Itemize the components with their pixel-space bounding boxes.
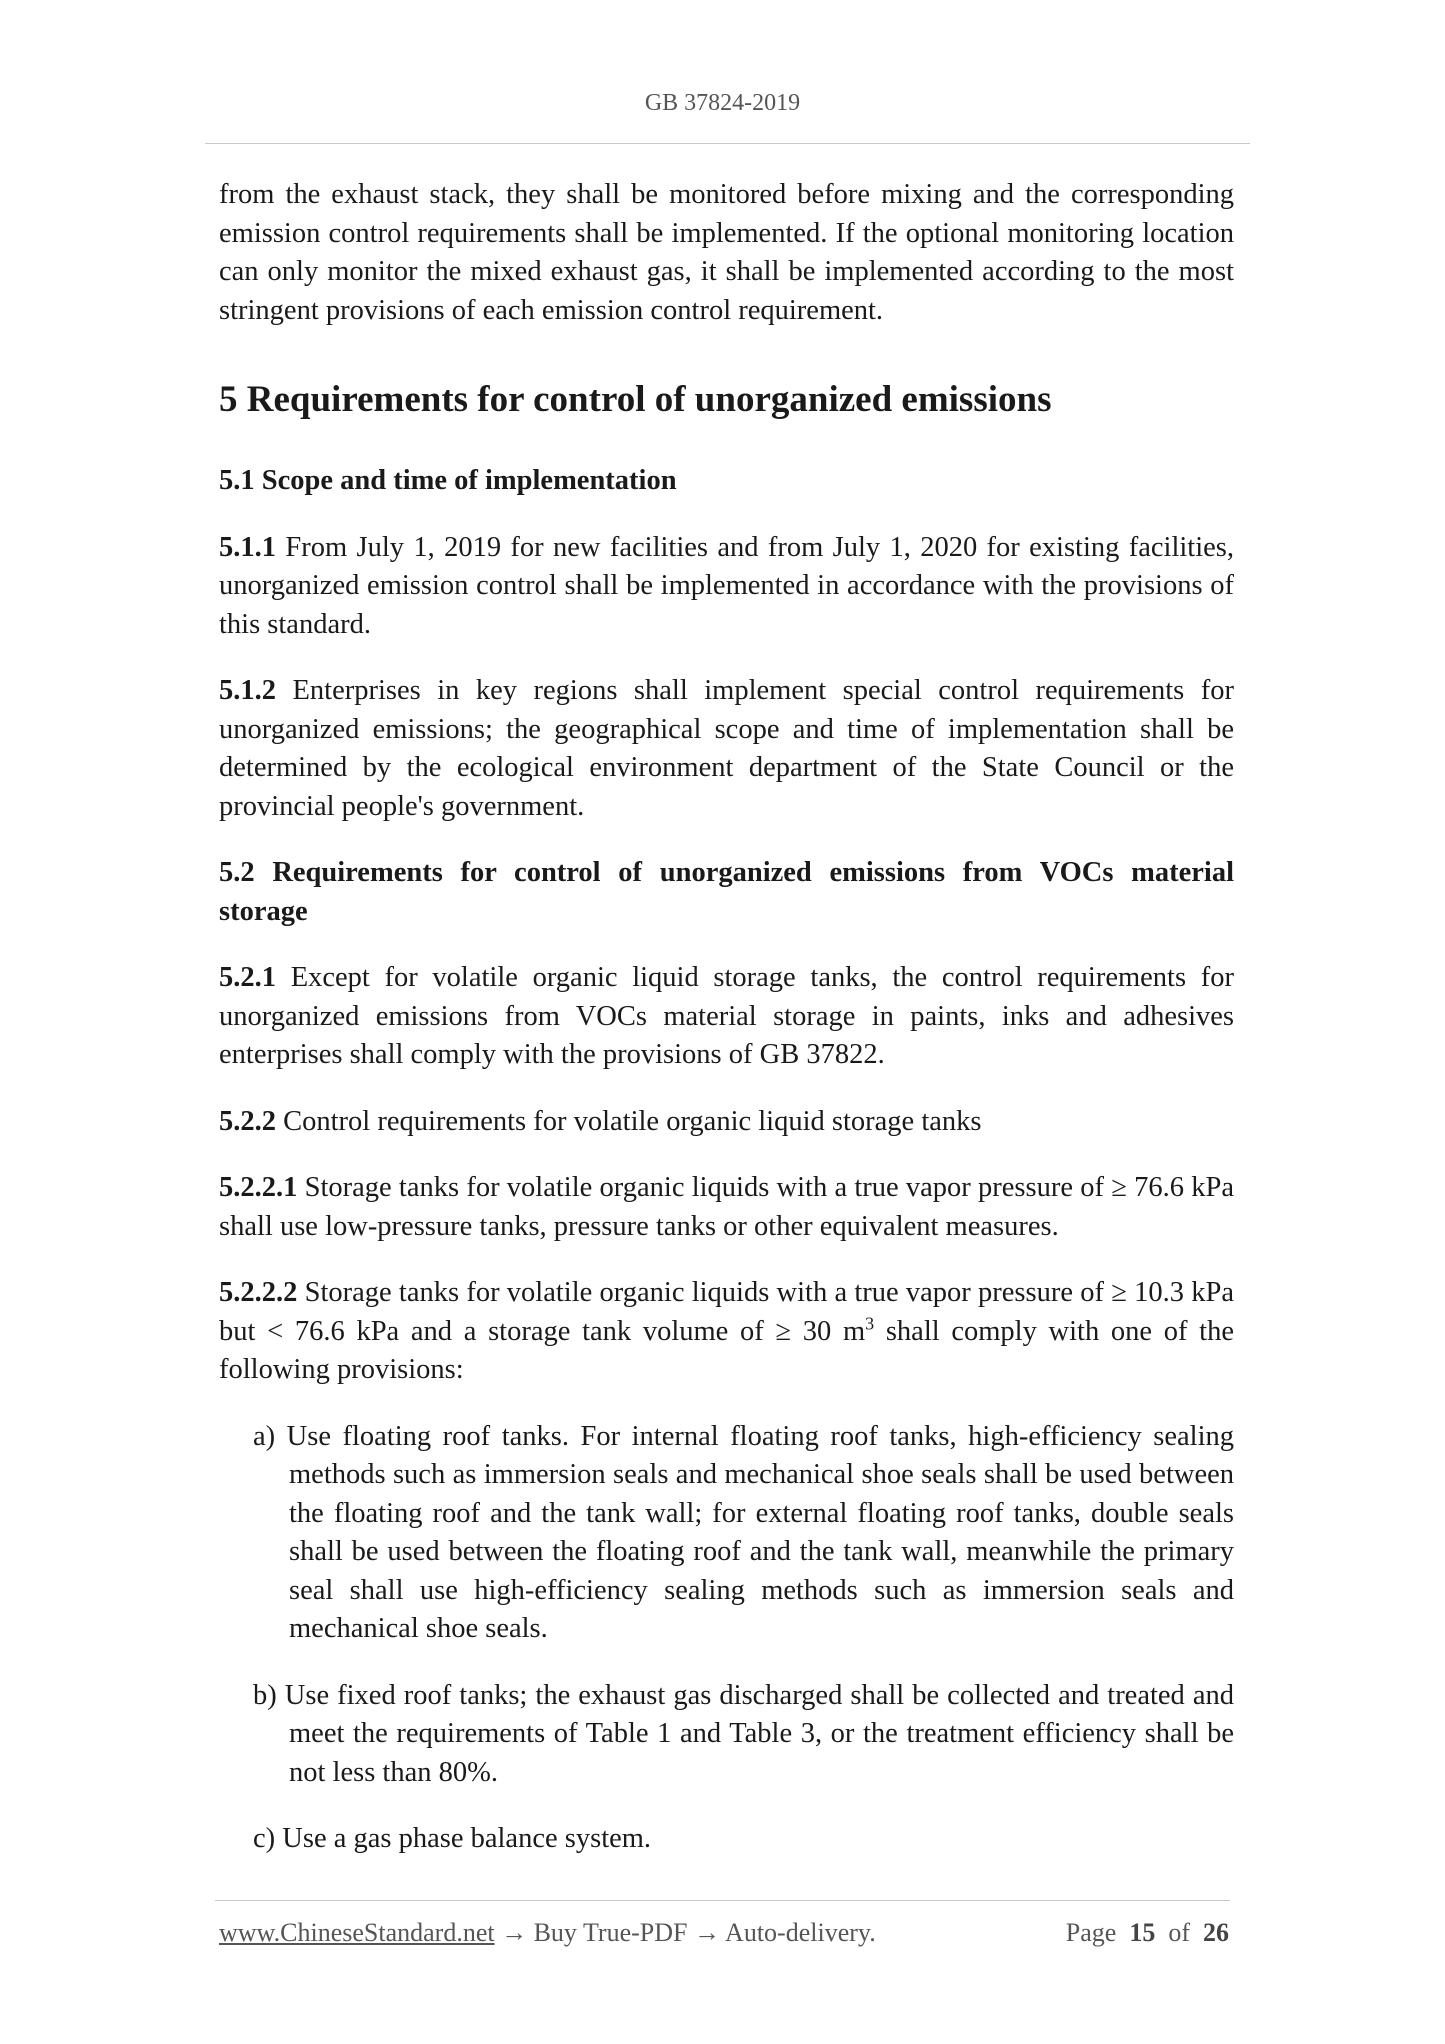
list-item-a: a) Use floating roof tanks. For internal floating roof tanks, high-efficiency sealing methods such as immersion seals and mechanical shoe seals shall be used between the floating roof and the tank wall; for external floating roof tanks, double seals shall be used between the floating roof and the tank wall, meanwhile the primary seal shall use high-efficiency sealing methods such as immersion seals and mechanical shoe seals. — [253, 1420, 1234, 1644]
clause-number: 5.2.2 — [219, 1105, 276, 1137]
clause-text: Enterprises in key regions shall implement special control requirements for unorganized emissions; the geographical scope and time of implementation shall be determined by the ecological environment department of the State Council or the provincial people's government. — [219, 675, 1234, 822]
page-indicator — [1066, 1918, 1229, 1948]
footer-promo — [219, 1918, 876, 1948]
clause-number: 5.2.1 — [219, 962, 276, 993]
page-word: Page — [1065, 1918, 1117, 1947]
site-link[interactable]: www.ChineseStandard.net — [219, 1918, 495, 1947]
clause-5-1-2 — [219, 672, 1234, 826]
clause-5-2-1 — [219, 959, 1234, 1075]
intro-paragraph: from the exhaust stack, they shall be monitored before mixing and the corresponding emission control requirements shall be implemented. If the optional monitoring location can only monitor the mixed exhaust gas, it shall be implemented according to the most stringent provisions of each emission control requirement. — [219, 179, 1234, 326]
header-divider — [205, 143, 1250, 144]
clause-number: 5.2.2.2 — [219, 1277, 298, 1308]
clause-5-2-2-1 — [219, 1169, 1234, 1246]
clause-5-2-2-2 — [219, 1274, 1234, 1390]
footer-promo-text: → Buy True-PDF → Auto-delivery. — [494, 1918, 876, 1947]
clause-text: From July 1, 2019 for new facilities and from July 1, 2020 for existing facilities, unorganized emission control shall be implemented in accordance with the provisions of this standard. — [219, 531, 1234, 640]
clause-text: Control requirements for volatile organic liquid storage tanks — [276, 1105, 982, 1137]
clause-5-1-1 — [219, 529, 1234, 645]
clause-text: Except for volatile organic liquid storage tanks, the control requirements for unorganized emissions from VOCs material storage in paints, inks and adhesives enterprises shall comply with the provisions of GB 37822. — [219, 962, 1234, 1070]
clause-number: 5.2.2.1 — [219, 1172, 298, 1203]
clause-text: Storage tanks for volatile organic liquids with a true vapor pressure of ≥ 76.6 kPa shall use low-pressure tanks, pressure tanks or other equivalent measures. — [219, 1172, 1234, 1242]
page-current: 15 — [1129, 1918, 1156, 1947]
clause-text: shall comply with one of the following provisions: — [219, 1315, 1234, 1385]
page-total: 26 — [1203, 1918, 1229, 1947]
list-item-b: b) Use fixed roof tanks; the exhaust gas discharged shall be collected and treated and meet the requirements of Table 1 and Table 3, or the treatment efficiency shall be not less than 80%. — [253, 1679, 1234, 1788]
clause-number: 5.1.2 — [219, 675, 276, 706]
section-5-heading: 5 Requirements for control of unorganized emissions — [219, 379, 1052, 420]
page-of: of — [1168, 1918, 1190, 1947]
page-header: GB 37824-2019 — [644, 90, 801, 116]
section-5-1-heading: 5.1 Scope and time of implementation — [219, 465, 677, 496]
document-body — [219, 176, 1234, 1859]
clause-text: Storage tanks for volatile organic liquids with a true vapor pressure of ≥ 10.3 kPa but < 76.6 kPa and a storage tank volume of ≥ 30 m — [219, 1277, 1234, 1347]
clause-5-2-2 — [219, 1103, 1234, 1142]
footer-divider — [215, 1900, 1230, 1901]
section-5-2-heading: 5.2 Requirements for control of unorganized emissions from VOCs material storage — [219, 857, 1234, 927]
list-item-c: c) Use a gas phase balance system. — [253, 1823, 652, 1854]
superscript-3: 3 — [865, 1313, 875, 1333]
clause-number: 5.1.1 — [219, 531, 276, 563]
